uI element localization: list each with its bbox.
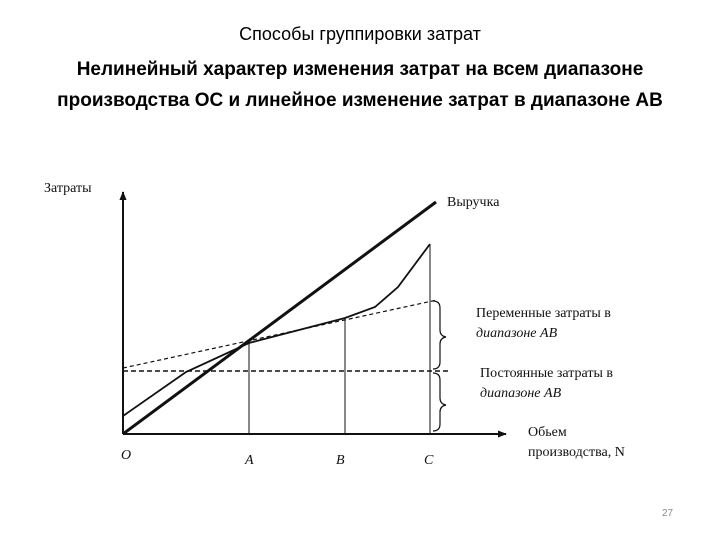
y-axis-label: Затраты (44, 181, 92, 196)
x-axis-label-line-1: Обьем (528, 425, 567, 440)
point-b-label: B (336, 453, 345, 468)
variable-costs-label-line-1: Переменные затраты в (476, 306, 611, 321)
revenue-label: Выручка (447, 195, 500, 210)
point-a-label: A (245, 453, 254, 468)
fixed-costs-label-line-1: Постоянные затраты в (480, 366, 614, 381)
fixed-costs-label-line-2: диапазоне AB (480, 386, 562, 401)
variable-costs-brace (433, 301, 446, 369)
slide-title: Способы группировки затрат (239, 24, 481, 44)
total-costs-curve (123, 244, 430, 416)
origin-label: O (121, 448, 132, 463)
variable-costs-label-line-2: диапазоне AB (476, 326, 558, 341)
revenue-line (123, 202, 436, 434)
slide-heading-line-2: производства ОС и линейное изменение затрат в диапазоне АВ (57, 90, 663, 111)
slide-heading-line-1: Нелинейный характер изменения затрат на всем диапазоне (76, 59, 644, 80)
fixed-costs-brace (433, 373, 446, 431)
point-c-label: C (424, 453, 434, 468)
page-number: 27 (662, 508, 674, 519)
x-axis-label-line-2: производства, N (528, 445, 625, 460)
